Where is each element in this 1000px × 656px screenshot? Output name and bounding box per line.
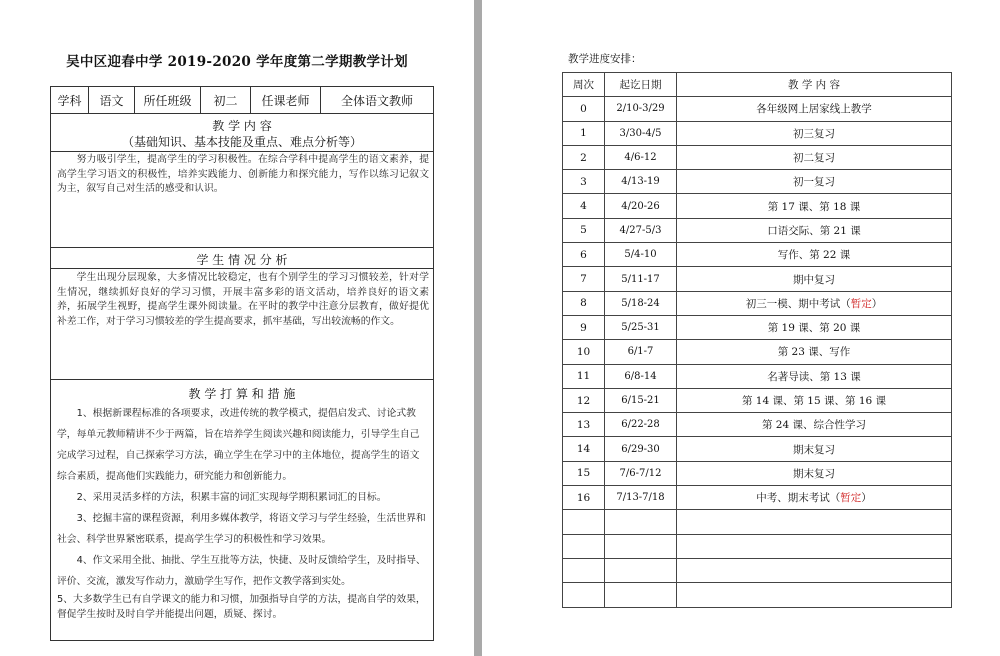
date-cell: 6/22-28: [605, 413, 677, 437]
divider: [51, 268, 433, 269]
content-cell: [677, 267, 952, 291]
date-cell: 5/25-31: [605, 315, 677, 339]
measure-item: 5、大多数学生已有自学课文的能力和习惯，加强指导自学的方法，提高自学的效果，督促学生按时及时自学并能提出问题，质疑、探讨。: [57, 594, 426, 620]
table-row: [563, 437, 952, 461]
table-row: [563, 267, 952, 291]
week-cell: 10: [563, 340, 605, 364]
content-text: 初二复习: [793, 152, 835, 165]
content-cell: [677, 243, 952, 267]
tentative-note: 暂定: [840, 492, 862, 505]
divider: [51, 379, 433, 380]
column-header: 起讫日期: [605, 73, 677, 97]
date-cell: 6/29-30: [605, 437, 677, 461]
date-cell: 5/11-17: [605, 267, 677, 291]
empty-cell: [563, 510, 605, 534]
date-cell: 5/18-24: [605, 291, 677, 315]
date-cell: 4/13-19: [605, 170, 677, 194]
empty-cell: [677, 534, 952, 558]
right-page: [482, 0, 1000, 656]
measures-body: [57, 403, 429, 622]
measure-item: 1、根据新课程标准的各项要求，改进传统的教学模式，提倡启发式、讨论式教学，每单元教师精讲不少于两篇，旨在培养学生阅读兴趣和阅读能力，引导学生自己完成学习过程，自己探索学习方法，确立学生在学习中的主体地位，提高学生的语文综合素质，提高他们实践能力，研究能力和创新能力。: [57, 408, 420, 482]
content-cell: [677, 194, 952, 218]
week-cell: 15: [563, 461, 605, 485]
table-row: [563, 340, 952, 364]
week-cell: 3: [563, 170, 605, 194]
week-cell: 11: [563, 364, 605, 388]
date-cell: 6/8-14: [605, 364, 677, 388]
divider: [51, 151, 433, 152]
empty-cell: [677, 558, 952, 582]
content-cell: [677, 388, 952, 412]
content-text: 第 24 课、综合性学习: [761, 419, 867, 432]
content-text: 第 17 课、第 18 课: [767, 200, 861, 213]
week-cell: 13: [563, 413, 605, 437]
empty-row: [563, 583, 952, 607]
teacher-label: 任课老师: [251, 87, 321, 113]
week-cell: 14: [563, 437, 605, 461]
content-cell: [677, 315, 952, 339]
empty-row: [563, 558, 952, 582]
teacher-value: 全体语文教师: [340, 93, 413, 108]
week-cell: 12: [563, 388, 605, 412]
content-heading: 教 学 内 容: [212, 119, 272, 133]
table-row: [563, 97, 952, 121]
column-header: 教 学 内 容: [677, 73, 952, 97]
table-row: [563, 388, 952, 412]
content-cell: [677, 437, 952, 461]
date-cell: 2/10-3/29: [605, 97, 677, 121]
content-cell: [677, 218, 952, 242]
date-cell: 4/20-26: [605, 194, 677, 218]
empty-cell: [605, 583, 677, 607]
class-value: 初二: [201, 87, 251, 113]
measure-item: 2、采用灵活多样的方法，积累丰富的词汇实现每学期积累词汇的目标。: [76, 492, 387, 503]
date-cell: 6/15-21: [605, 388, 677, 412]
content-text: 写作、第 22 课: [777, 249, 851, 262]
empty-cell: [677, 583, 952, 607]
note-close: ）: [861, 492, 872, 505]
content-cell: [677, 170, 952, 194]
plan-table: [50, 86, 434, 641]
students-heading: 学 生 情 况 分 析: [196, 253, 288, 267]
date-cell: 7/13-7/18: [605, 486, 677, 510]
content-cell: [677, 291, 952, 315]
content-cell: [677, 340, 952, 364]
content-text: 名著导读、第 13 课: [767, 370, 861, 383]
table-row: [563, 461, 952, 485]
content-text: 第 19 课、第 20 课: [767, 322, 861, 335]
column-header: 周次: [563, 73, 605, 97]
week-cell: 1: [563, 121, 605, 145]
week-cell: 9: [563, 315, 605, 339]
content-cell: [677, 461, 952, 485]
week-cell: 4: [563, 194, 605, 218]
table-row: [563, 291, 952, 315]
subject-label: 学科: [51, 87, 89, 113]
table-row: [563, 413, 952, 437]
date-cell: 7/6-7/12: [605, 461, 677, 485]
week-cell: 16: [563, 486, 605, 510]
content-text: 口语交际、第 21 课: [767, 224, 861, 237]
measure-item: 3、挖掘丰富的课程资源，利用多媒体教学，将语文学习与学生经验，生活世界和社会、科学世界紧密联系，提高学生学习的积极性和学习效果。: [57, 513, 426, 545]
table-row: [563, 194, 952, 218]
table-row: [563, 364, 952, 388]
content-text: 期末复习: [793, 443, 835, 456]
content-text: 第 23 课、写作: [777, 346, 851, 359]
content-text: 初三复习: [793, 127, 835, 140]
week-cell: 0: [563, 97, 605, 121]
content-text: 第 14 课、第 15 课、第 16 课: [741, 395, 887, 407]
subject-value: 语文: [89, 87, 135, 113]
empty-cell: [605, 534, 677, 558]
content-body: 努力吸引学生，提高学生的学习积极性。在综合学科中提高学生的语文素养，提高学生学习语文的积极性，培养实践能力、创新能力和探究能力，写作以练习记叙文为主，叙写自己对生活的感受和认识。: [57, 154, 429, 194]
content-cell: [677, 364, 952, 388]
date-cell: 3/30-4/5: [605, 121, 677, 145]
empty-row: [563, 510, 952, 534]
schedule-caption: 教学进度安排：: [568, 53, 642, 65]
content-text: 初三一模、期中考试（: [745, 297, 851, 310]
empty-row: [563, 534, 952, 558]
content-cell: [677, 486, 952, 510]
note-close: ）: [871, 297, 883, 310]
content-cell: [677, 145, 952, 169]
content-cell: [677, 97, 952, 121]
left-page: [0, 0, 474, 656]
document-title: 吴中区迎春中学 2019-2020 学年度第二学期教学计划: [66, 54, 408, 70]
schedule-header-row: [563, 73, 952, 97]
table-row: [563, 243, 952, 267]
empty-cell: [563, 583, 605, 607]
empty-cell: [563, 558, 605, 582]
content-text: 初一复习: [793, 176, 835, 189]
week-cell: 6: [563, 243, 605, 267]
week-cell: 5: [563, 218, 605, 242]
content-text: 期末复习: [793, 467, 835, 480]
divider: [51, 247, 433, 248]
empty-cell: [605, 558, 677, 582]
date-cell: 6/1-7: [605, 340, 677, 364]
date-cell: 4/27-5/3: [605, 218, 677, 242]
week-cell: 8: [563, 291, 605, 315]
schedule-table: [562, 72, 952, 608]
content-cell: [677, 121, 952, 145]
content-subheading: （基础知识、基本技能及重点、难点分析等）: [121, 135, 362, 149]
week-cell: 7: [563, 267, 605, 291]
content-text: 期中复习: [793, 273, 835, 286]
table-row: [563, 486, 952, 510]
table-row: [563, 315, 952, 339]
class-label: 所任班级: [135, 87, 201, 113]
measure-item: 4、作文采用全批、抽批、学生互批等方法，快捷、及时反馈给学生，及时指导、评价、交流，激发写作动力，激励学生写作，把作文教学落到实处。: [57, 555, 426, 587]
content-text: 各年级网上居家线上教学: [756, 103, 872, 116]
table-row: [563, 170, 952, 194]
measures-heading: 教 学 打 算 和 措 施: [188, 387, 296, 401]
empty-cell: [677, 510, 952, 534]
date-cell: 5/4-10: [605, 243, 677, 267]
content-text: 中考、期末考试（: [756, 492, 841, 505]
empty-cell: [563, 534, 605, 558]
schedule-body: [563, 97, 952, 607]
content-cell: [677, 413, 952, 437]
students-body: 学生出现分层现象，大多情况比较稳定，也有个别学生的学习习惯较差，针对学生情况，继续抓好良好的学习习惯，开展丰富多彩的语文活动，培养良好的语文素养，拓展学生视野，提高学生课外阅读量。在平时的教学中注意分层教育，做好提优补差工作，对于学习习惯较差的学生提高要求，抓牢基础，写出较流畅的作文。: [57, 272, 429, 327]
info-row: [51, 87, 433, 114]
date-cell: 4/6-12: [605, 145, 677, 169]
empty-cell: [605, 510, 677, 534]
table-row: [563, 145, 952, 169]
week-cell: 2: [563, 145, 605, 169]
table-row: [563, 121, 952, 145]
table-row: [563, 218, 952, 242]
tentative-note: 暂定: [850, 297, 872, 310]
